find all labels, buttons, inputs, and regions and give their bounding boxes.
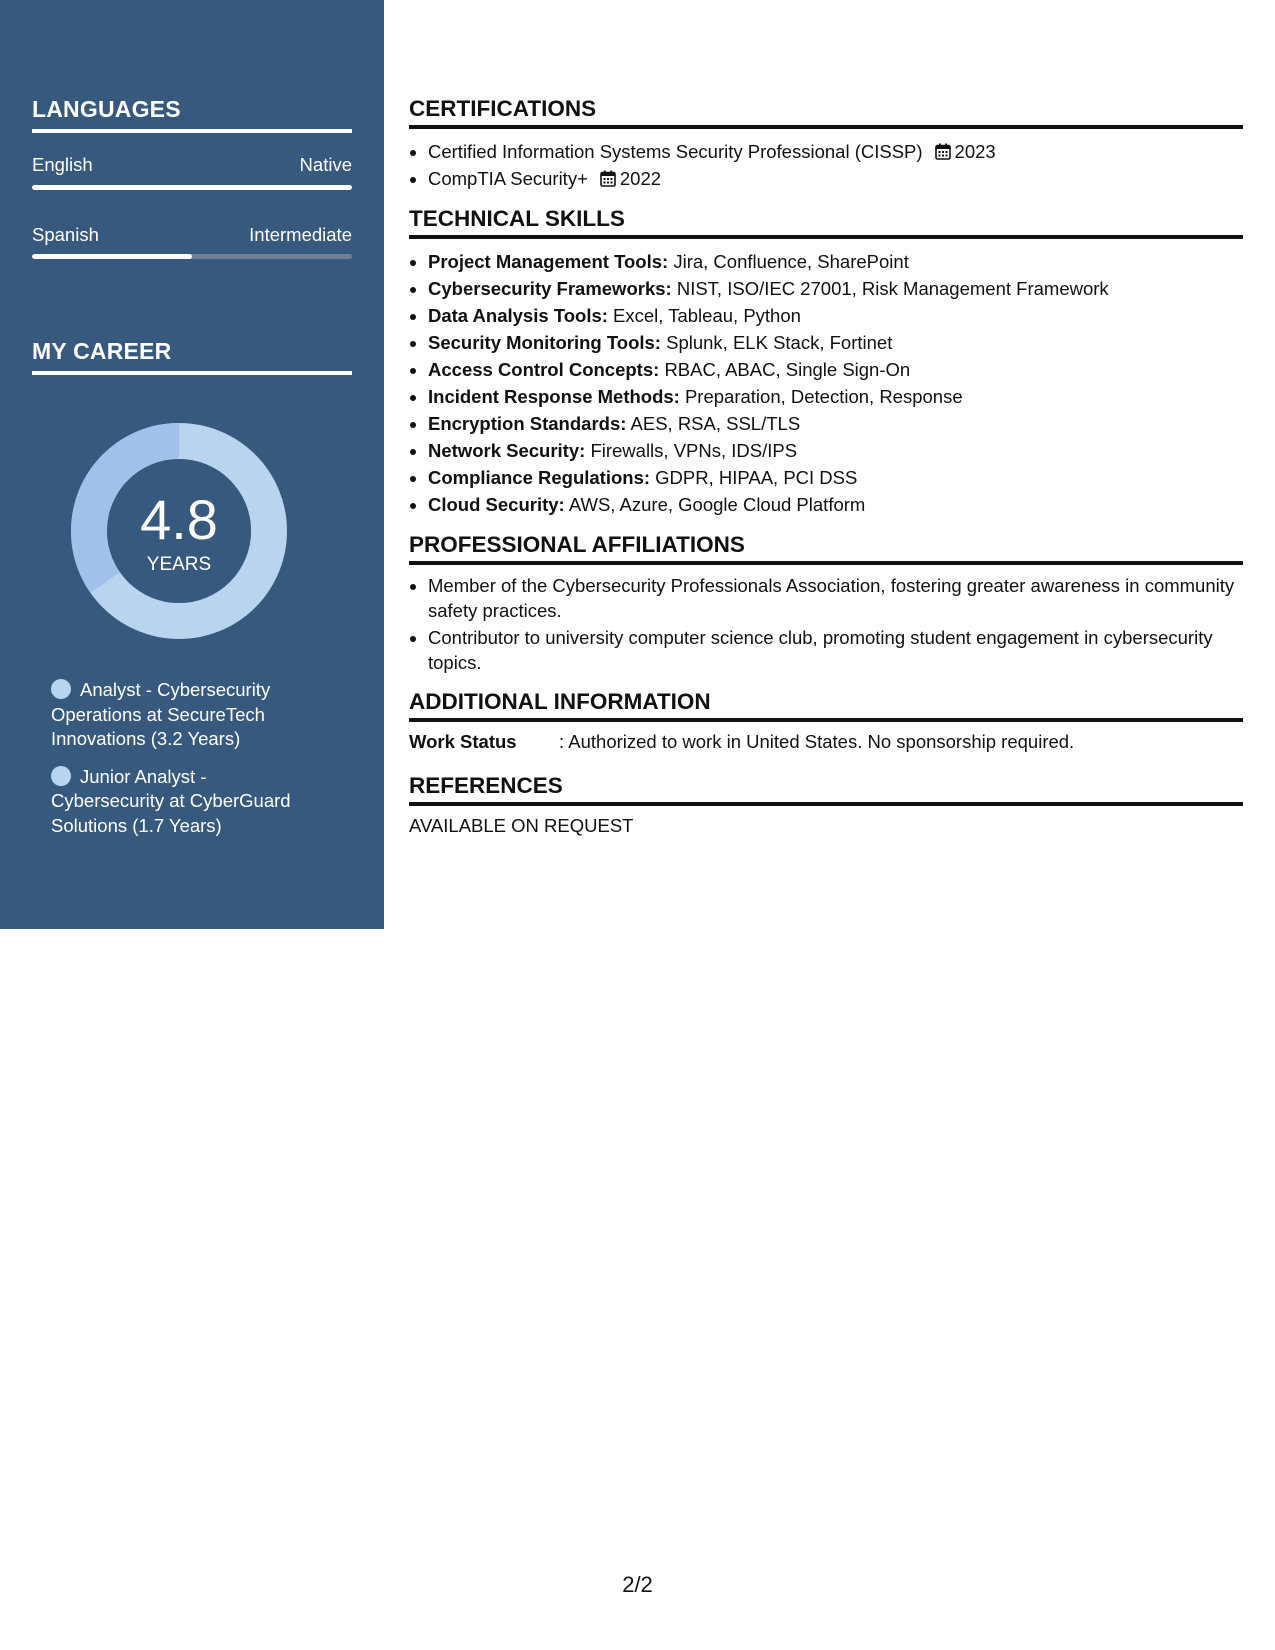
career-roles-list <box>51 678 311 851</box>
skill-value: Firewalls, VPNs, IDS/IPS <box>590 440 798 461</box>
language-proficiency-bar-english <box>32 185 352 190</box>
page-number: 2/2 <box>622 1572 653 1597</box>
technical-skills-heading: TECHNICAL SKILLS <box>409 206 1243 239</box>
career-role <box>51 678 311 752</box>
language-name: English <box>32 154 93 175</box>
languages-heading: LANGUAGES <box>32 96 352 133</box>
skill-item <box>428 302 1243 329</box>
certification-item <box>428 138 1243 165</box>
language-name: Spanish <box>32 224 99 245</box>
skill-item <box>428 437 1243 464</box>
career-years-donut <box>66 418 292 644</box>
career-heading: MY CAREER <box>32 338 352 375</box>
skill-label: Cloud Security: <box>428 494 565 515</box>
skill-value: RBAC, ABAC, Single Sign-On <box>664 359 911 380</box>
skill-item <box>428 410 1243 437</box>
work-status-value: : Authorized to work in United States. No sponsorship required. <box>559 731 1075 752</box>
sidebar <box>0 0 384 929</box>
references-text: AVAILABLE ON REQUEST <box>409 815 634 836</box>
certifications-heading: CERTIFICATIONS <box>409 96 1243 129</box>
skill-value: GDPR, HIPAA, PCI DSS <box>655 467 858 488</box>
skill-item <box>428 329 1243 356</box>
skill-item <box>428 248 1243 275</box>
skill-value: AES, RSA, SSL/TLS <box>630 413 801 434</box>
affiliations-list <box>409 574 1243 675</box>
skill-value: Preparation, Detection, Response <box>684 386 963 407</box>
affiliation-item: • Contributor to university computer science club, promoting student engagement in cybersecurity topics. <box>428 626 1243 675</box>
skill-label: Network Security: <box>428 440 586 461</box>
skill-label: Compliance Regulations: <box>428 467 651 488</box>
affiliation-item: • Member of the Cybersecurity Professionals Association, fostering greater awareness in community safety practices. <box>428 574 1243 623</box>
language-proficiency-fill <box>32 185 352 190</box>
references-heading: REFERENCES <box>409 773 1243 806</box>
skill-item <box>428 464 1243 491</box>
skill-label: Project Management Tools: <box>428 251 669 272</box>
career-role-label: Junior Analyst - Cybersecurity at CyberGuard Solutions (1.7 Years) <box>51 765 291 836</box>
certification-year: 2023 <box>954 141 996 162</box>
language-proficiency-fill <box>32 254 192 259</box>
technical-skills-list <box>409 248 1243 518</box>
certification-name: CompTIA Security+ <box>428 168 588 189</box>
certification-year: 2022 <box>619 168 662 189</box>
skill-item <box>428 383 1243 410</box>
skill-label: Cybersecurity Frameworks: <box>428 278 672 299</box>
language-level: Native <box>299 154 352 175</box>
career-total-value: 4.8 <box>140 488 218 551</box>
skill-label: Incident Response Methods: <box>428 386 680 407</box>
skill-item <box>428 356 1243 383</box>
language-proficiency-bar-spanish <box>32 254 352 259</box>
career-total-unit: YEARS <box>146 554 212 575</box>
work-status-label: Work Status <box>409 731 517 752</box>
career-role <box>51 765 311 839</box>
certification-name: Certified Information Systems Security Professional (CISSP) <box>428 141 923 162</box>
certification-item <box>428 165 1243 192</box>
skill-label: Data Analysis Tools: <box>428 305 608 326</box>
affiliations-heading: PROFESSIONAL AFFILIATIONS <box>409 532 1243 565</box>
work-status-row <box>409 731 1243 755</box>
additional-information-heading: ADDITIONAL INFORMATION <box>409 689 1243 722</box>
skill-value: Jira, Confluence, SharePoint <box>673 251 909 272</box>
legend-dot-icon <box>51 679 71 699</box>
main-content <box>409 96 1243 837</box>
calendar-icon <box>600 170 616 187</box>
skill-value: NIST, ISO/IEC 27001, Risk Management Framework <box>676 278 1109 299</box>
certifications-list <box>409 138 1243 192</box>
skill-item <box>428 491 1243 518</box>
legend-dot-icon <box>51 766 71 786</box>
skill-label: Encryption Standards: <box>428 413 627 434</box>
career-role-label: Analyst - Cybersecurity Operations at SecureTech Innovations (3.2 Years) <box>51 679 271 749</box>
language-level: Intermediate <box>249 224 352 245</box>
skill-label: Access Control Concepts: <box>428 359 660 380</box>
skill-value: Excel, Tableau, Python <box>613 305 801 326</box>
calendar-icon <box>935 143 951 160</box>
skill-value: AWS, Azure, Google Cloud Platform <box>568 494 866 515</box>
skill-item <box>428 275 1243 302</box>
skill-label: Security Monitoring Tools: <box>428 332 661 353</box>
skill-value: Splunk, ELK Stack, Fortinet <box>666 332 893 353</box>
